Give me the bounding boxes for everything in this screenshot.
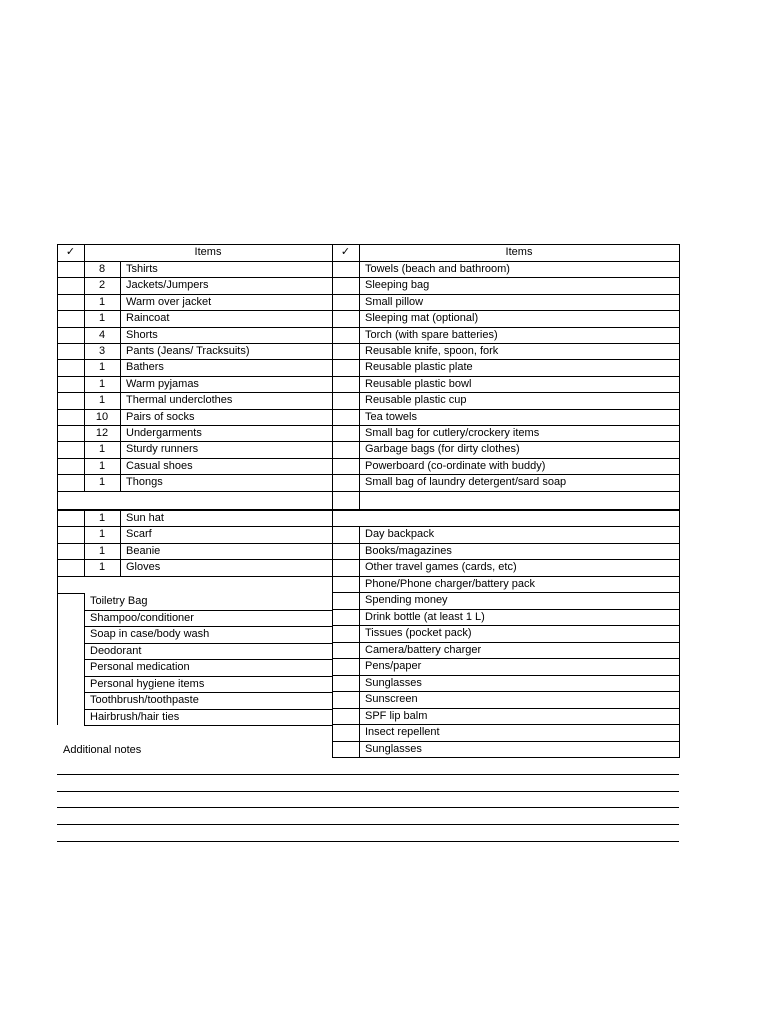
- table-rule: [84, 659, 332, 660]
- quantity-cell: 1: [98, 394, 106, 407]
- table-rule: [332, 543, 679, 544]
- list-item: Tissues (pocket pack): [365, 627, 472, 639]
- table-rule: [332, 441, 679, 442]
- list-item: Personal medication: [90, 661, 190, 673]
- additional-notes-label: Additional notes: [63, 744, 142, 756]
- list-item: Personal hygiene items: [90, 677, 205, 690]
- list-item: Thermal underclothes: [126, 394, 233, 407]
- list-item: Gloves: [126, 561, 161, 574]
- table-rule: [57, 294, 332, 295]
- quantity-cell: 2: [98, 279, 106, 292]
- table-rule: [57, 458, 332, 459]
- table-rule: [84, 610, 332, 611]
- table-rule: [57, 244, 332, 245]
- table-rule: [120, 261, 121, 492]
- list-item: Sunscreen: [365, 693, 418, 705]
- table-rule: [332, 310, 679, 311]
- quantity-cell: 1: [98, 528, 106, 541]
- items-header-right: Items: [505, 246, 533, 258]
- table-rule: [332, 642, 679, 643]
- table-rule: [57, 244, 58, 593]
- list-item: Hairbrush/hair ties: [90, 710, 180, 723]
- list-item: Toiletry Bag: [90, 595, 148, 607]
- table-rule: [332, 576, 679, 577]
- quantity-cell: 1: [98, 476, 106, 489]
- table-rule: [120, 509, 121, 576]
- notes-line: [57, 824, 679, 825]
- list-item: Sturdy runners: [126, 443, 199, 456]
- table-rule: [332, 425, 679, 426]
- list-item: SPF lip balm: [365, 709, 428, 722]
- list-item: Scarf: [126, 528, 152, 541]
- table-rule: [84, 725, 332, 726]
- table-rule: [57, 277, 332, 278]
- table-rule: [57, 576, 332, 577]
- table-rule: [359, 244, 360, 509]
- table-rule: [332, 691, 679, 692]
- table-rule: [332, 708, 679, 709]
- list-item: Toothbrush/toothpaste: [90, 694, 199, 706]
- table-rule: [84, 509, 85, 576]
- table-rule: [57, 392, 332, 393]
- table-rule: [332, 474, 679, 475]
- list-item: Pens/paper: [365, 660, 422, 672]
- table-rule: [332, 724, 679, 725]
- table-rule: [332, 343, 679, 344]
- list-item: Sunglasses: [365, 676, 422, 689]
- table-rule: [57, 441, 332, 442]
- list-item: Undergarments: [126, 427, 202, 439]
- list-item: Pairs of socks: [126, 410, 195, 423]
- table-rule: [332, 559, 679, 560]
- table-rule: [57, 509, 332, 511]
- table-rule: [332, 741, 679, 742]
- table-rule: [332, 409, 679, 410]
- quantity-cell: 4: [98, 328, 106, 341]
- list-item: Warm over jacket: [126, 295, 212, 308]
- list-item: Soap in case/body wash: [90, 628, 210, 640]
- list-item: Reusable plastic cup: [365, 394, 467, 407]
- quantity-cell: 1: [98, 295, 106, 308]
- list-item: Phone/Phone charger/battery pack: [365, 577, 536, 590]
- table-rule: [332, 491, 679, 492]
- table-rule: [332, 458, 679, 459]
- quantity-cell: 1: [98, 561, 106, 574]
- table-rule: [57, 425, 332, 426]
- table-rule: [84, 626, 332, 627]
- table-rule: [332, 675, 679, 676]
- table-rule: [332, 359, 679, 360]
- list-item: Sleeping bag: [365, 279, 430, 292]
- table-rule: [57, 593, 84, 594]
- table-rule: [332, 294, 679, 295]
- quantity-cell: 1: [98, 377, 106, 390]
- list-item: Sun hat: [126, 512, 164, 524]
- list-item: Camera/battery charger: [365, 643, 482, 656]
- table-rule: [332, 392, 679, 393]
- list-item: Powerboard (co-ordinate with buddy): [365, 459, 546, 472]
- list-item: Sunglasses: [365, 742, 422, 755]
- list-item: Jackets/Jumpers: [126, 279, 209, 292]
- table-rule: [57, 526, 332, 527]
- list-item: Drink bottle (at least 1 L): [365, 610, 485, 623]
- quantity-cell: 1: [98, 361, 106, 374]
- list-item: Shorts: [126, 328, 158, 341]
- notes-line: [57, 807, 679, 808]
- table-rule: [57, 491, 332, 492]
- notes-line: [57, 774, 679, 775]
- quantity-cell: 3: [98, 345, 106, 357]
- list-item: Reusable knife, spoon, fork: [365, 345, 499, 357]
- list-item: Tshirts: [126, 263, 158, 275]
- list-item: Reusable plastic bowl: [365, 377, 472, 390]
- table-rule: [679, 244, 680, 758]
- table-rule: [332, 244, 679, 245]
- list-item: Shampoo/conditioner: [90, 611, 194, 624]
- list-item: Torch (with spare batteries): [365, 328, 498, 341]
- table-rule: [84, 692, 332, 693]
- items-header-left: Items: [194, 246, 222, 258]
- quantity-cell: 1: [98, 312, 106, 325]
- list-item: Small bag of laundry detergent/sard soap: [365, 476, 567, 489]
- quantity-cell: 1: [98, 443, 106, 456]
- table-rule: [57, 359, 332, 360]
- list-item: Casual shoes: [126, 459, 193, 472]
- list-item: Thongs: [126, 476, 163, 489]
- list-item: Other travel games (cards, etc): [365, 561, 517, 573]
- list-item: Warm pyjamas: [126, 377, 199, 390]
- table-rule: [332, 757, 679, 758]
- table-rule: [57, 474, 332, 475]
- list-item: Books/magazines: [365, 544, 452, 557]
- table-rule: [57, 409, 332, 410]
- table-rule: [332, 526, 679, 527]
- table-rule: [57, 261, 332, 262]
- table-rule: [332, 261, 679, 262]
- quantity-cell: 1: [98, 512, 106, 524]
- list-item: Garbage bags (for dirty clothes): [365, 443, 520, 456]
- table-rule: [57, 343, 332, 344]
- check-header-left: ✓: [65, 246, 76, 258]
- quantity-cell: 10: [95, 410, 109, 423]
- table-rule: [84, 709, 332, 710]
- table-rule: [57, 559, 332, 560]
- table-rule: [359, 526, 360, 758]
- list-item: Towels (beach and bathroom): [365, 263, 510, 275]
- table-rule: [84, 244, 85, 492]
- quantity-cell: 1: [98, 459, 106, 472]
- table-rule: [84, 643, 332, 644]
- table-rule: [332, 658, 679, 659]
- list-item: Beanie: [126, 544, 161, 557]
- list-item: Deodorant: [90, 644, 142, 657]
- table-rule: [57, 376, 332, 377]
- table-rule: [57, 593, 58, 725]
- table-rule: [332, 327, 679, 328]
- table-rule: [332, 509, 679, 511]
- list-item: Insect repellent: [365, 726, 440, 738]
- table-rule: [332, 609, 679, 610]
- quantity-cell: 12: [95, 427, 109, 439]
- list-item: Tea towels: [365, 410, 417, 423]
- list-item: Day backpack: [365, 528, 435, 540]
- table-rule: [332, 277, 679, 278]
- list-item: Spending money: [365, 594, 448, 606]
- check-header-right: ✓: [340, 246, 351, 258]
- notes-line: [57, 841, 679, 842]
- table-rule: [332, 593, 333, 758]
- list-item: Raincoat: [126, 312, 170, 325]
- notes-line: [57, 791, 679, 792]
- quantity-cell: 8: [98, 263, 106, 275]
- table-rule: [332, 625, 679, 626]
- list-item: Bathers: [126, 361, 164, 374]
- table-rule: [57, 310, 332, 311]
- list-item: Small pillow: [365, 295, 424, 308]
- table-rule: [84, 593, 85, 725]
- list-item: Small bag for cutlery/crockery items: [365, 427, 540, 439]
- list-item: Sleeping mat (optional): [365, 312, 479, 325]
- table-rule: [332, 244, 333, 593]
- table-rule: [57, 327, 332, 328]
- quantity-cell: 1: [98, 544, 106, 557]
- list-item: Pants (Jeans/ Tracksuits): [126, 345, 250, 357]
- list-item: Reusable plastic plate: [365, 361, 473, 374]
- table-rule: [57, 543, 332, 544]
- table-rule: [332, 592, 679, 593]
- table-rule: [332, 376, 679, 377]
- table-rule: [84, 676, 332, 677]
